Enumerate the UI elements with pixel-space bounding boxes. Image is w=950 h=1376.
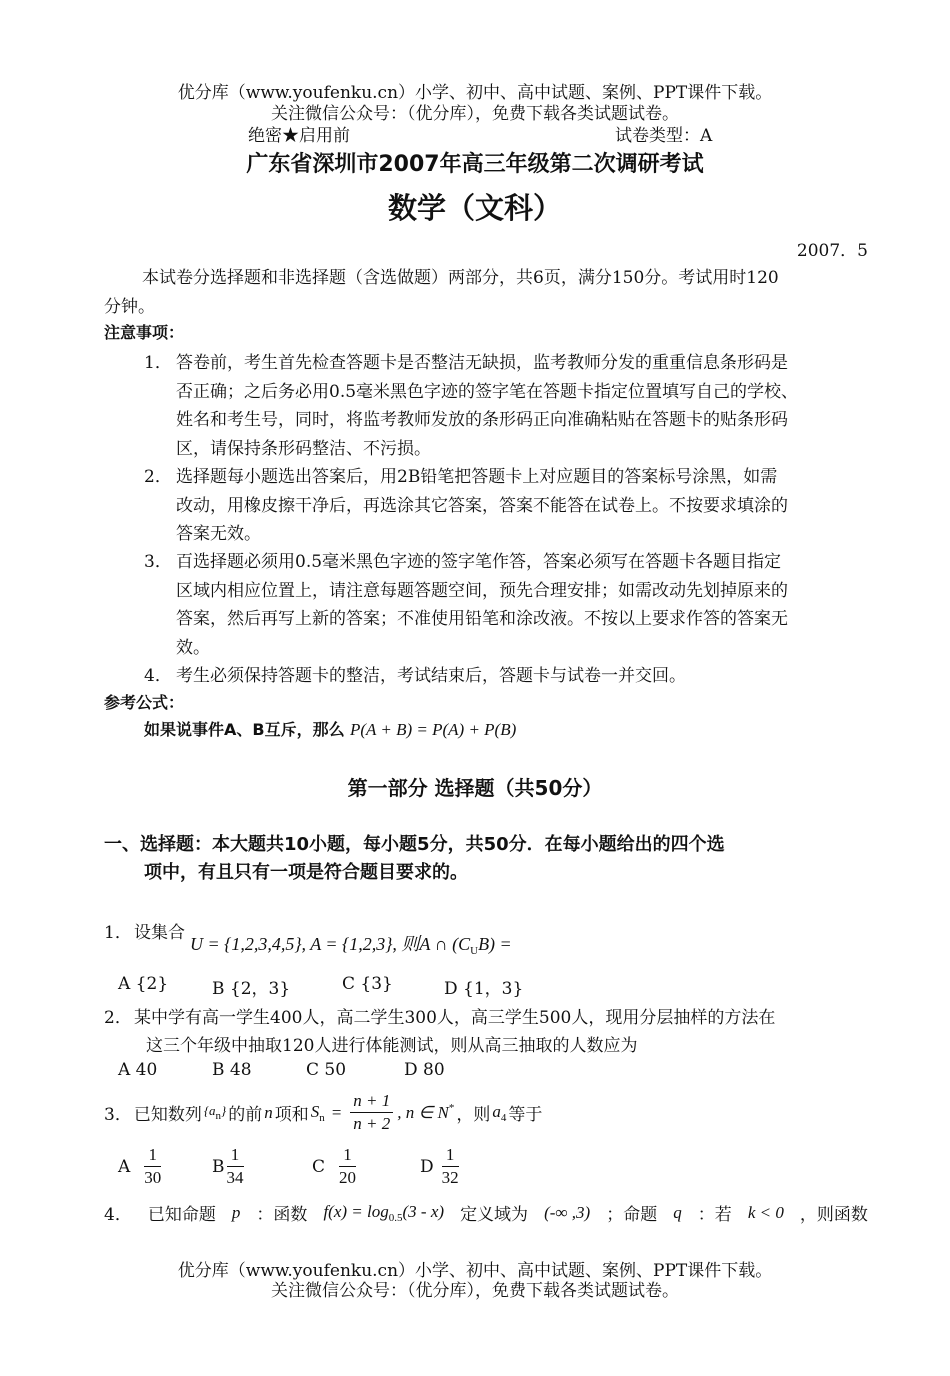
- notice-line: 选择题每小题选出答案后，用2B铅笔把答题卡上对应题目的答案标号涂黑，如需: [176, 467, 778, 487]
- question-2-line-1: 某中学有高一学生400人，高二学生300人，高三学生500人，现用分层抽样的方法在: [134, 1008, 776, 1028]
- notice-line: 答案，然后再写上新的答案；不准使用铅笔和涂改液。不按以上要求作答的答案无: [176, 609, 788, 629]
- notice-line: 答卷前，考生首先检查答题卡是否整洁无缺损，监考教师分发的重重信息条形码是: [176, 353, 788, 373]
- term-a4: $a_4$: [492, 1101, 507, 1124]
- intro-line-1: 本试卷分选择题和非选择题（含选做题）两部分，共6页，满分150分。考试用时120: [142, 268, 779, 288]
- section-one-line-2: 项中，有且只有一项是符合题目要求的。: [144, 862, 468, 883]
- paper-type: 试卷类型：A: [615, 126, 713, 146]
- notice-number: 3．: [144, 552, 172, 572]
- question-1-math: U = {1,2,3,4,5}, A = {1,2,3}, 则A ∩ $(C_UB)$ =: [190, 934, 512, 957]
- question-1-option-a: A {2}: [118, 974, 169, 994]
- question-1-text: 设集合: [134, 923, 185, 943]
- question-2-option-d: D 80: [404, 1060, 445, 1080]
- footer-line-2: 关注微信公众号：（优分库），免费下载各类试题试卷。: [271, 1281, 679, 1301]
- exam-title: 广东省深圳市2007年高三年级第二次调研考试: [246, 152, 704, 177]
- formula-line: [144, 717, 516, 740]
- condition-expr: k < 0: [747, 1202, 784, 1222]
- question-4-stem: 4． 已知命题 p ：函数 $f(x) = \log_{0.5}(3 - x)$ 定义域为 (-∞ ,3) ；命题 q ：若 k < 0 ，则函数: [104, 1201, 868, 1225]
- exam-date: 2007．5: [796, 241, 868, 261]
- notice-heading: 注意事项：: [104, 323, 185, 342]
- intro-line-2: 分钟。: [104, 297, 155, 317]
- question-3-stem: 3． 已知数列 $\{a_n\}$ 的前 n 项和 $S_n$ = $\frac{n + 1}{n + 2}$ , n ∈ N* ，则 $a_4$ 等于: [104, 1091, 543, 1133]
- formula-math: P(A + B) = P(A) + P(B): [350, 720, 517, 739]
- notice-line: 百选择题必须用0.5毫米黑色字迹的签字笔作答，答案必须写在答题卡各题目指定: [176, 552, 782, 572]
- notice-line: 区，请保持条形码整洁、不污损。: [176, 439, 431, 459]
- question-3-option-d: D $\frac{1}{32}$: [420, 1145, 459, 1187]
- question-3-number: 3．: [104, 1105, 132, 1125]
- question-2-option-a: A 40: [118, 1060, 158, 1080]
- header-line-2: 关注微信公众号：（优分库），免费下载各类试题试卷。: [271, 104, 679, 124]
- notice-line: 姓名和考生号，同时，将监考教师发放的条形码正向准确粘贴在答题卡的贴条形码: [176, 410, 788, 430]
- part-one-title: 第一部分 选择题（共50分）: [347, 776, 603, 800]
- question-3-option-a: A $\frac{1}{30}$: [118, 1145, 162, 1187]
- sum-symbol: $S_n$: [310, 1101, 325, 1124]
- notice-line: 考生必须保持答题卡的整洁，考试结束后，答题卡与试卷一并交回。: [176, 666, 686, 686]
- notice-line: 区域内相应位置上，请注意每题答题空间，预先合理安排；如需改动先划掉原来的: [176, 581, 788, 601]
- footer-line-1: 优分库（www.youfenku.cn）小学、初中、高中试题、案例、PPT课件下载。: [177, 1261, 773, 1281]
- question-1-number: 1．: [104, 923, 132, 943]
- question-4-number: 4．: [104, 1205, 132, 1225]
- exam-subject: 数学（文科）: [387, 191, 562, 225]
- question-2-number: 2．: [104, 1008, 132, 1028]
- notice-line: 否正确；之后务必用0.5毫米黑色字迹的签字笔在答题卡指定位置填写自己的学校、: [176, 382, 799, 402]
- sequence-symbol: $\{a_n\}$: [203, 1103, 227, 1122]
- notice-line: 效。: [176, 638, 210, 658]
- formula-text: 如果说事件A、B互斥，那么: [144, 720, 345, 739]
- confidential-mark: 绝密★启用前: [248, 126, 350, 146]
- section-one-line-1: 一、选择题：本大题共10小题，每小题5分，共50分．在每小题给出的四个选: [104, 834, 725, 855]
- question-3-option-b: B $\frac{1}{34}$: [212, 1145, 244, 1187]
- notice-number: 2．: [144, 467, 172, 487]
- notice-line: 答案无效。: [176, 524, 261, 544]
- domain-expr: (-∞ ,3): [544, 1202, 591, 1222]
- question-2-line-2: 这三个年级中抽取120人进行体能测试，则从高三抽取的人数应为: [146, 1036, 638, 1056]
- question-1-option-b: B {2，3}: [212, 979, 291, 999]
- formula-heading: 参考公式：: [104, 693, 185, 712]
- notice-number: 4．: [144, 666, 172, 686]
- question-1-option-c: C {3}: [342, 974, 393, 994]
- function-expr: $f(x) = \log_{0.5}(3 - x)$: [323, 1201, 445, 1224]
- question-3-option-c: C $\frac{1}{20}$: [312, 1145, 357, 1187]
- notice-line: 改动，用橡皮擦干净后，再选涂其它答案，答案不能答在试卷上。不按要求填涂的: [176, 496, 788, 516]
- condition: , n ∈ N*: [397, 1102, 455, 1122]
- question-2-option-b: B 48: [212, 1060, 252, 1080]
- question-2-option-c: C 50: [306, 1060, 347, 1080]
- sum-fraction: $\frac{n + 1}{n + 2}$: [350, 1090, 393, 1135]
- header-line-1: 优分库（www.youfenku.cn）小学、初中、高中试题、案例、PPT课件下载。: [177, 83, 773, 103]
- question-1-option-d: D {1，3}: [444, 979, 524, 999]
- notice-number: 1．: [144, 353, 172, 373]
